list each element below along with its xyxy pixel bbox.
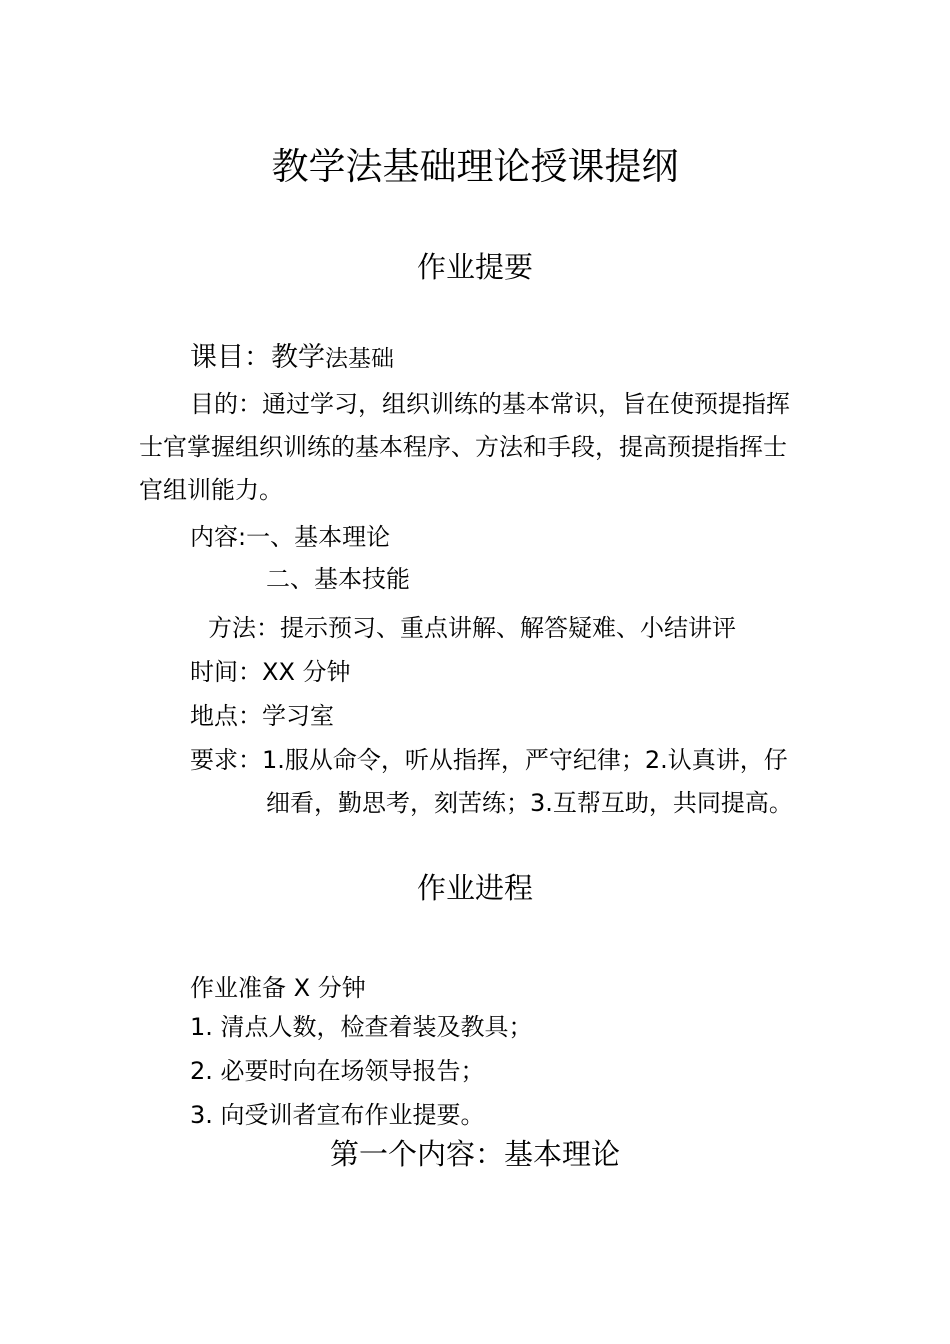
prep-heading: 作业准备 X 分钟 <box>190 974 366 1002</box>
course-rest: 法基础 <box>325 346 394 372</box>
section-heading-first-content: 第一个内容：基本理论 <box>329 1137 620 1171</box>
requirement-line-1: 要求：1.服从命令，听从指挥，严守纪律；2.认真讲，仔 <box>190 746 788 774</box>
purpose-line-1: 目的：通过学习，组织训练的基本常识，旨在使预提指挥 <box>190 390 790 418</box>
method-line: 方法：提示预习、重点讲解、解答疑难、小结讲评 <box>208 614 736 642</box>
purpose-line-3: 官组训能力。 <box>139 476 283 504</box>
prep-item: 3. 向受训者宣布作业提要。 <box>190 1101 485 1129</box>
prep-item: 2. 必要时向在场领导报告； <box>190 1057 485 1085</box>
document-title: 教学法基础理论授课提纲 <box>271 145 679 188</box>
content-line-1: 内容:一、基本理论 <box>190 523 391 551</box>
purpose-line-2: 士官掌握组织训练的基本程序、方法和手段，提高预提指挥士 <box>139 433 787 461</box>
course-line <box>190 344 394 371</box>
course-main: 教学 <box>271 342 325 373</box>
section-heading-summary: 作业提要 <box>416 250 533 284</box>
section-heading-progress: 作业进程 <box>416 871 533 905</box>
content-line-2: 二、基本技能 <box>266 565 410 593</box>
prep-item: 1. 清点人数，检查着装及教具； <box>190 1013 533 1041</box>
time-line: 时间：XX 分钟 <box>190 658 351 686</box>
course-label: 课目： <box>190 342 271 373</box>
place-line: 地点：学习室 <box>190 702 334 730</box>
requirement-line-2: 细看，勤思考，刻苦练；3.互帮互助，共同提高。 <box>266 789 793 817</box>
